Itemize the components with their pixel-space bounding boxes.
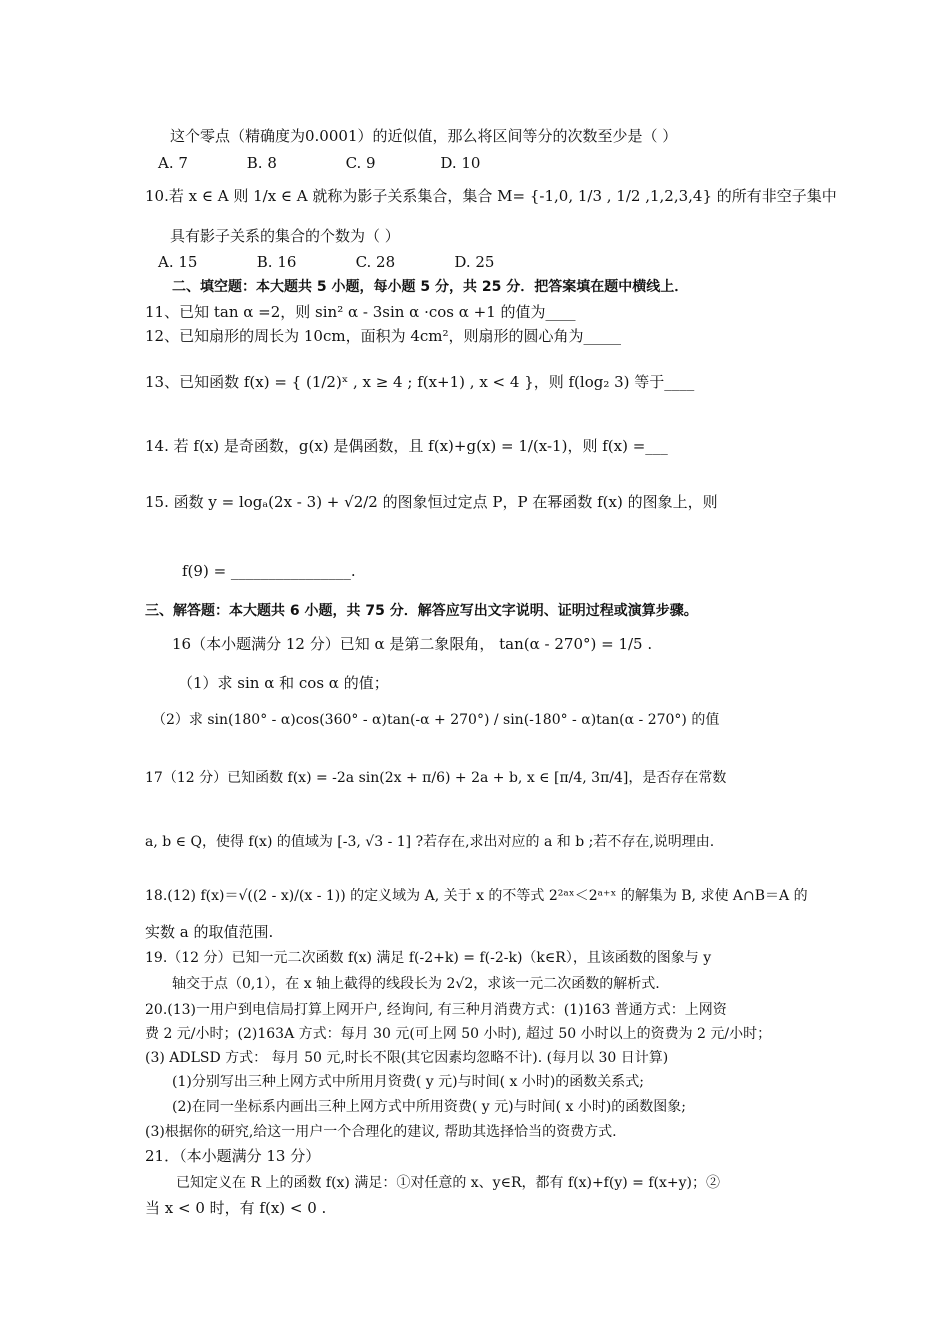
q14: 14. 若 f(x) 是奇函数，g(x) 是偶函数，且 f(x)+g(x) = 1/(x-1)，则 f(x) =___ <box>145 437 668 455</box>
q16-line1: 16（本小题满分 12 分）已知 α 是第二象限角， tan(α - 270°) = 1/5 . <box>172 635 653 653</box>
q20-line4: (1)分别写出三种上网方式中所用月资费( y 元)与时间( x 小时)的函数关系式; <box>172 1074 644 1090</box>
q17-line2: a, b ∈ Q，使得 f(x) 的值域为 [-3, √3 - 1] ?若存在,求出对应的 a 和 b ;若不存在,说明理由. <box>145 834 715 850</box>
q17-line1: 17（12 分）已知函数 f(x) = -2a sin(2x + π/6) + 2a + b, x ∈ [π/4, 3π/4]，是否存在常数 <box>145 770 727 786</box>
q9-options <box>158 153 500 173</box>
q10-option-a: A. 15 <box>158 253 198 271</box>
q10-option-d: D. 25 <box>454 253 495 271</box>
q9-option-a: A. 7 <box>158 154 188 172</box>
q10-line2: 具有影子关系的集合的个数为（ ） <box>170 227 400 245</box>
section2-heading: 二、填空题：本大题共 5 小题，每小题 5 分，共 25 分．把答案填在题中横线上． <box>172 279 689 295</box>
q20-line5: (2)在同一坐标系内画出三种上网方式中所用资费( y 元)与时间( x 小时)的函数图象; <box>172 1099 686 1115</box>
q20-line2: 费 2 元/小时；(2)163A 方式：每月 30 元(可上网 50 小时), 超过 50 小时以上的资费为 2 元/小时； <box>145 1026 772 1042</box>
q15-line2: f(9) = ________________. <box>182 562 356 580</box>
q10-options <box>158 252 514 272</box>
q9-option-b: B. 8 <box>246 154 277 172</box>
q9-option-c: C. 9 <box>345 154 376 172</box>
q16-line3: （2）求 sin(180° - α)cos(360° - α)tan(-α + 270°) / sin(-180° - α)tan(α - 270°) 的值 <box>152 712 720 728</box>
q10-option-b: B. 16 <box>256 253 297 271</box>
section3-heading: 三、解答题：本大题共 6 小题，共 75 分．解答应写出文字说明、证明过程或演算步骤。 <box>145 603 698 619</box>
q21-line3: 当 x < 0 时，有 f(x) < 0 . <box>145 1199 327 1217</box>
q18-line2: 实数 a 的取值范围. <box>145 923 274 941</box>
q15-line1: 15. 函数 y = logₐ(2x - 3) + √2/2 的图象恒过定点 P，P 在幂函数 f(x) 的图象上，则 <box>145 493 718 511</box>
q11: 11、已知 tan α =2，则 sin² α - 3sin α ·cos α +1 的值为____ <box>145 303 576 321</box>
q9-option-d: D. 10 <box>440 154 481 172</box>
q10-line1: 10.若 x ∈ A 则 1/x ∈ A 就称为影子关系集合，集合 M= {-1,0, 1/3 , 1/2 ,1,2,3,4} 的所有非空子集中 <box>145 187 837 205</box>
q21-line2: 已知定义在 R 上的函数 f(x) 满足：①对任意的 x、y∈R，都有 f(x)+f(y) = f(x+y)；② <box>176 1175 720 1191</box>
q20-line6: (3)根据你的研究,给这一用户一个合理化的建议, 帮助其选择恰当的资费方式. <box>145 1124 617 1140</box>
q20-line1: 20.(13)一用户到电信局打算上网开户, 经询问, 有三种月消费方式：(1)163 普通方式：上网资 <box>145 1002 727 1018</box>
q12: 12、已知扇形的周长为 10cm，面积为 4cm²，则扇形的圆心角为_____ <box>145 327 622 345</box>
q18-line1: 18.(12) f(x)＝√((2 - x)/(x - 1)) 的定义域为 A, 关于 x 的不等式 2²ᵃˣ＜2ᵃ⁺ˣ 的解集为 B, 求使 A∩B＝A 的 <box>145 888 808 904</box>
q10-option-c: C. 28 <box>355 253 396 271</box>
q19-line1: 19.（12 分）已知一元二次函数 f(x) 满足 f(-2+k) = f(-2-k)（k∈R），且该函数的图象与 y <box>145 950 712 966</box>
q20-line3: (3) ADLSD 方式： 每月 50 元,时长不限(其它因素均忽略不计). (每月以 30 日计算) <box>145 1050 669 1066</box>
q16-line2: （1）求 sin α 和 cos α 的值； <box>178 674 389 692</box>
q9-text: 这个零点（精确度为0.0001）的近似值，那么将区间等分的次数至少是（ ） <box>170 127 678 145</box>
q21-line1: 21．（本小题满分 13 分） <box>145 1147 321 1165</box>
q19-line2: 轴交于点（0,1），在 x 轴上截得的线段长为 2√2，求该一元二次函数的解析式. <box>172 976 660 992</box>
q13: 13、已知函数 f(x) = { (1/2)ˣ , x ≥ 4 ; f(x+1) , x < 4 }，则 f(log₂ 3) 等于____ <box>145 373 695 391</box>
